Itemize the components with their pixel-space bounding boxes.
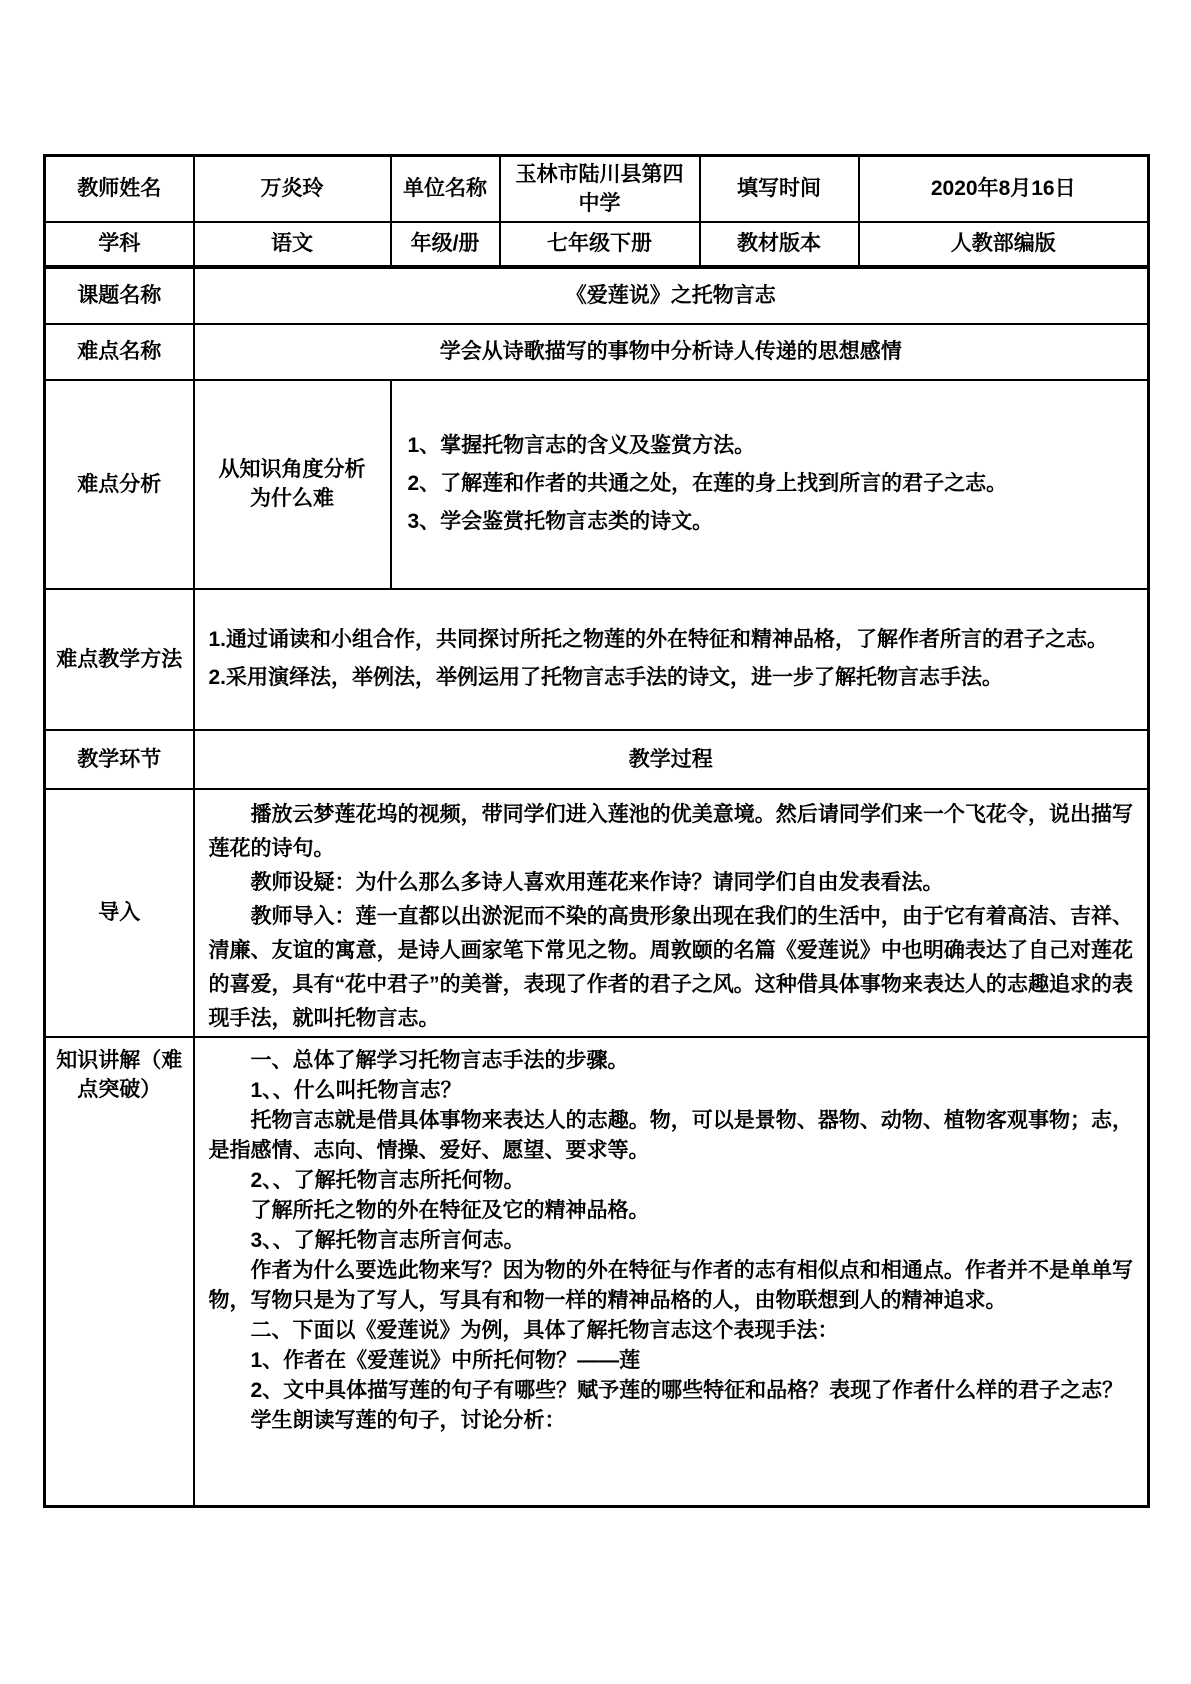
introduction-paragraph: 播放云梦莲花坞的视频，带同学们进入莲池的优美意境。然后请同学们来一个飞花令，说出描写莲花的诗句。 [208,802,1133,860]
topic-label: 课题名称 [45,267,194,324]
table-row-stage [45,730,1149,789]
knowledge-paragraph: 了解所托之物的外在特征及它的精神品格。 [250,1198,650,1222]
edition-value: 人教部编版 [859,222,1149,267]
difficulty-name-value: 学会从诗歌描写的事物中分析诗人传递的思想感情 [194,324,1149,380]
knowledge-paragraph: 2、、了解托物言志所托何物。 [250,1168,525,1192]
stage-label: 教学环节 [45,730,194,789]
knowledge-content [194,1037,1149,1507]
difficulty-analysis-sublabel-line2: 为什么难 [250,487,334,510]
fill-date-value: 2020年8月16日 [859,156,1149,222]
difficulty-analysis-sublabel-line1: 从知识角度分析 [218,458,366,481]
topic-value: 《爱莲说》之托物言志 [194,267,1149,324]
stage-value: 教学过程 [194,730,1149,789]
knowledge-paragraph: 学生朗读写莲的句子，讨论分析： [250,1408,566,1432]
table-row-teaching-method [45,589,1149,730]
knowledge-paragraph: 1、作者在《爱莲说》中所托何物？——莲 [250,1348,641,1372]
table-row-introduction [45,789,1149,1037]
edition-label: 教材版本 [700,222,859,267]
difficulty-analysis-content [391,380,1149,589]
table-row-difficulty-analysis [45,380,1149,589]
unit-name-value: 玉林市陆川县第四中学 [500,156,700,222]
introduction-label: 导入 [45,789,194,1037]
knowledge-paragraph: 3、、了解托物言志所言何志。 [250,1228,525,1252]
teaching-method-label: 难点教学方法 [45,589,194,730]
method-item: 1.通过诵读和小组合作，共同探讨所托之物莲的外在特征和精神品格，了解作者所言的君子之志。 [208,628,1109,651]
analysis-item: 3、学会鉴赏托物言志类的诗文。 [407,510,714,533]
table-row-knowledge [45,1037,1149,1507]
knowledge-label: 知识讲解（难点突破） [45,1037,194,1507]
knowledge-paragraph: 一、总体了解学习托物言志手法的步骤。 [250,1048,629,1072]
knowledge-paragraph: 作者为什么要选此物来写？因为物的外在特征与作者的志有相似点和相通点。作者并不是单单写物，写物只是为了写人，写具有和物一样的精神品格的人，由物联想到人的精神追求。 [208,1258,1133,1312]
analysis-item: 2、了解莲和作者的共通之处，在莲的身上找到所言的君子之志。 [407,472,1008,495]
table-row-difficulty-name [45,324,1149,380]
subject-label: 学科 [45,222,194,267]
introduction-content [194,789,1149,1037]
fill-date-label: 填写时间 [700,156,859,222]
difficulty-analysis-label: 难点分析 [45,380,194,589]
table-row-topic [45,267,1149,324]
table-row-header-1 [45,156,1149,222]
grade-value: 七年级下册 [500,222,700,267]
introduction-paragraph: 教师设疑：为什么那么多诗人喜欢用莲花来作诗？请同学们自由发表看法。 [250,870,944,894]
introduction-paragraph: 教师导入：莲一直都以出淤泥而不染的高贵形象出现在我们的生活中，由于它有着高洁、吉祥、清廉、友谊的寓意，是诗人画家笔下常见之物。周敦颐的名篇《爱莲说》中也明确表达了自己对莲花的喜爱，具有“花中君子”的美誉，表现了作者的君子之风。这种借具体事物来表达人的志趣追求的表现手法，就叫托物言志。 [208,904,1133,1030]
unit-name-label: 单位名称 [391,156,500,222]
difficulty-analysis-sublabel [194,380,391,589]
grade-label: 年级/册 [391,222,500,267]
method-item: 2.采用演绎法，举例法，举例运用了托物言志手法的诗文，进一步了解托物言志手法。 [208,666,1004,689]
difficulty-name-label: 难点名称 [45,324,194,380]
teacher-name-value: 万炎玲 [194,156,391,222]
subject-value: 语文 [194,222,391,267]
teacher-name-label: 教师姓名 [45,156,194,222]
knowledge-paragraph: 托物言志就是借具体事物来表达人的志趣。物，可以是景物、器物、动物、植物客观事物；志，是指感情、志向、情操、爱好、愿望、要求等。 [208,1108,1133,1162]
lesson-plan-table [43,154,1150,1508]
knowledge-paragraph: 二、下面以《爱莲说》为例，具体了解托物言志这个表现手法： [250,1318,839,1342]
analysis-item: 1、掌握托物言志的含义及鉴赏方法。 [407,434,756,457]
knowledge-paragraph: 1、、什么叫托物言志？ [250,1078,462,1102]
knowledge-paragraph: 2、文中具体描写莲的句子有哪些？赋予莲的哪些特征和品格？表现了作者什么样的君子之志？ [250,1378,1124,1402]
teaching-method-content [194,589,1149,730]
table-row-header-2 [45,222,1149,267]
